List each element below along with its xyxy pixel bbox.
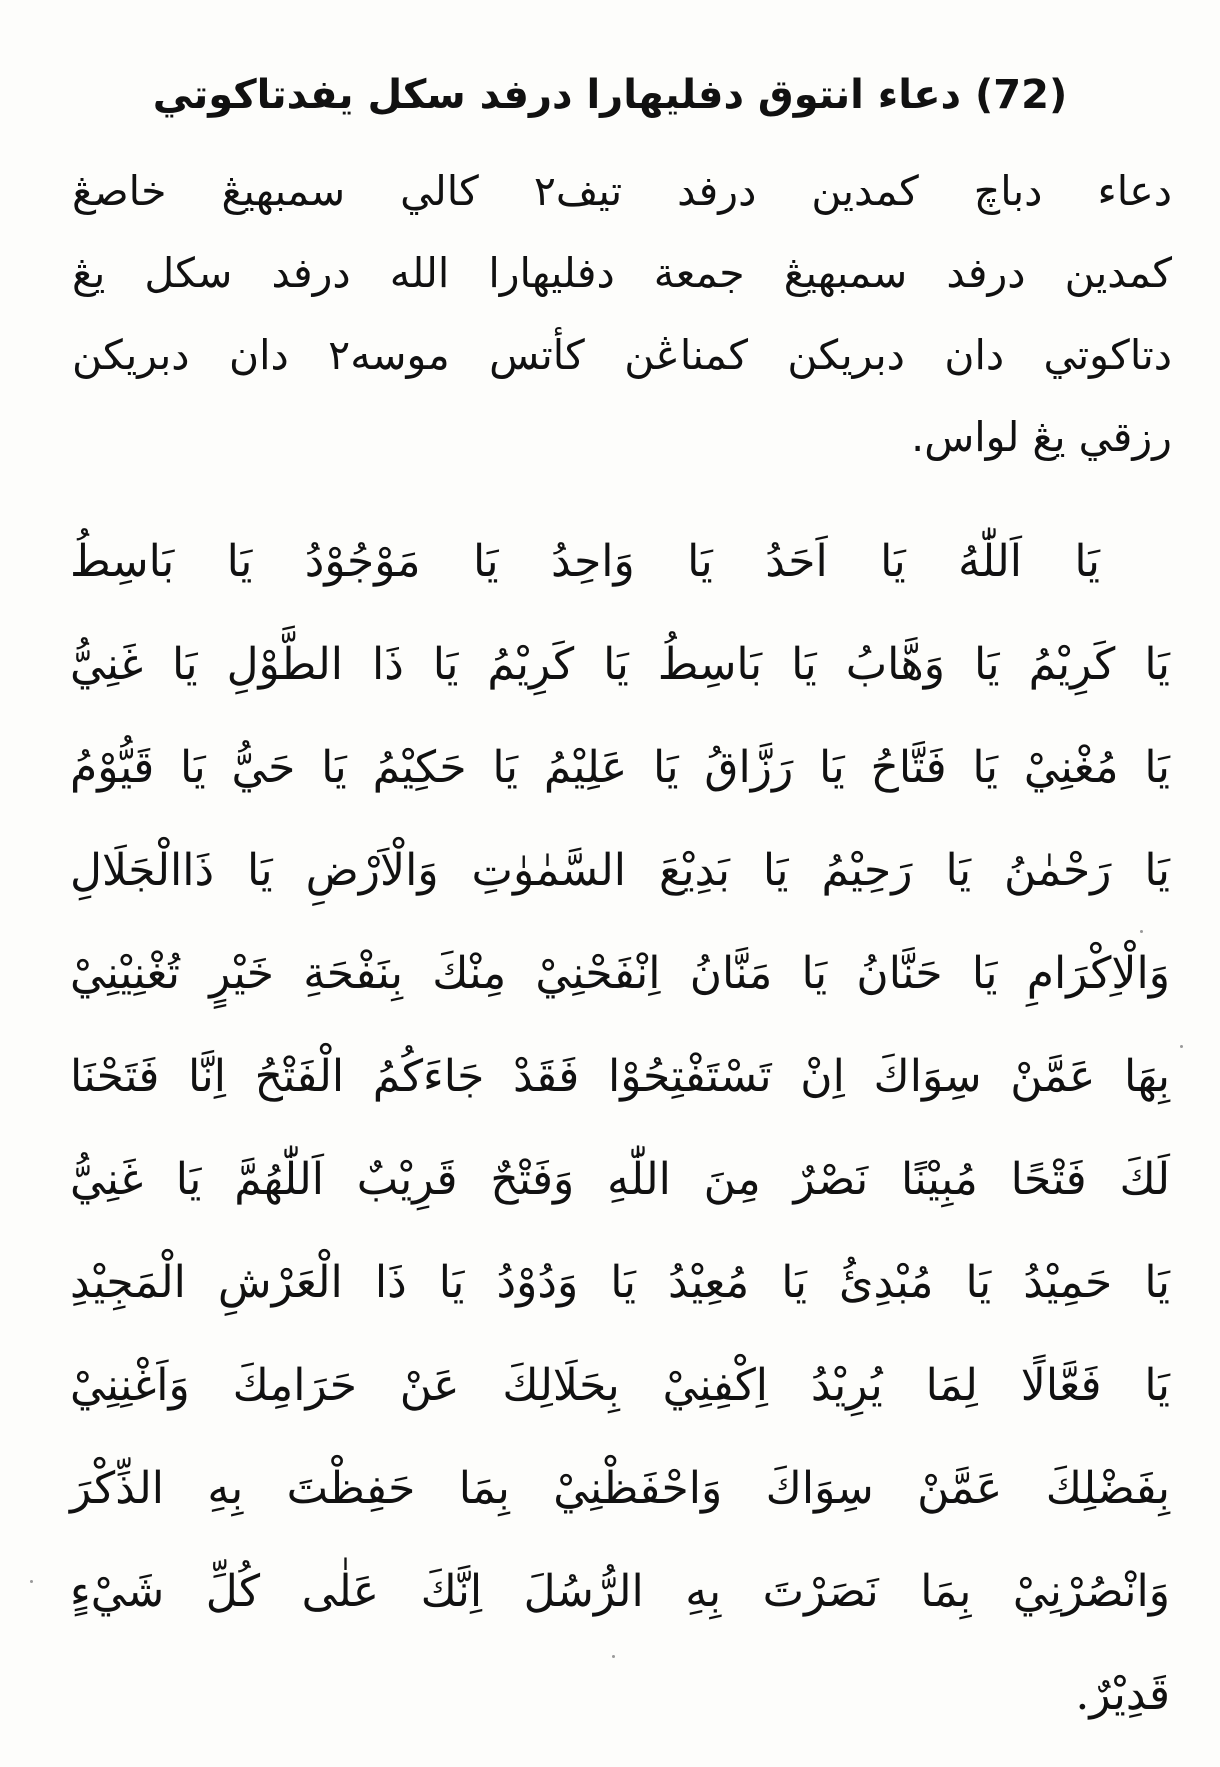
doa-line: يَا رَحْمٰنُ يَا رَحِيْمُ يَا بَدِيْعَ السَّمٰوٰتِ وَالْاَرْضِ يَا ذَاالْجَلَالِ (70, 845, 1170, 896)
scan-speck (30, 1580, 33, 1583)
doa-line: قَدِيْرٌ. (1075, 1669, 1170, 1720)
doa-line: بِهَا عَمَّنْ سِوَاكَ اِنْ تَسْتَفْتِحُوْا فَقَدْ جَاءَكُمُ الْفَتْحُ اِنَّا فَتَحْنَا (70, 1051, 1170, 1102)
doa-line: يَا اَللّٰهُ يَا اَحَدُ يَا وَاحِدُ يَا مَوْجُوْدُ يَا بَاسِطُ (70, 536, 1100, 587)
intro-line: دعاء دباچ كمدين درفد تيف٢ كالي سمبهيڠ خاصڠ (72, 167, 1172, 215)
intro-line: دتاكوتي دان دبريكن كمناڠن كأتس موسه٢ دان دبريكن (72, 331, 1172, 379)
page-title: (72) دعاء انتوق دفليهارا درفد سكل يفدتاكوتي (152, 71, 1068, 118)
doa-line: بِفَضْلِكَ عَمَّنْ سِوَاكَ وَاحْفَظْنِيْ بِمَا حَفِظْتَ بِهِ الذِّكْرَ (70, 1463, 1170, 1514)
doa-line: يَا فَعَّالًا لِمَا يُرِيْدُ اِكْفِنِيْ بِحَلَالِكَ عَنْ حَرَامِكَ وَاَغْنِنِيْ (70, 1360, 1170, 1411)
intro-paragraph (72, 150, 1172, 478)
intro-line: كمدين درفد سمبهيڠ جمعة دفليهارا الله درفد سكل يڠ (72, 249, 1172, 297)
doa-line: وَالْاِكْرَامِ يَا حَنَّانُ يَا مَنَّانُ اِنْفَحْنِيْ مِنْكَ بِنَفْحَةِ خَيْرٍ تُغْنِيْنِيْ (70, 948, 1170, 999)
doa-line: يَا مُغْنِيْ يَا فَتَّاحُ يَا رَزَّاقُ يَا عَلِيْمُ يَا حَكِيْمُ يَا حَيُّ يَا قَيُّوْمُ (70, 742, 1170, 793)
doa-line: وَانْصُرْنِيْ بِمَا نَصَرْتَ بِهِ الرُّسُلَ اِنَّكَ عَلٰى كُلِّ شَيْءٍ (70, 1566, 1170, 1617)
scan-speck (1140, 930, 1143, 933)
scan-speck (1180, 1045, 1183, 1048)
scan-speck (612, 1655, 615, 1658)
doa-line: يَا كَرِيْمُ يَا وَهَّابُ يَا بَاسِطُ يَا كَرِيْمُ يَا ذَا الطَّوْلِ يَا غَنِيُّ (70, 639, 1170, 690)
doa-line: يَا حَمِيْدُ يَا مُبْدِئُ يَا مُعِيْدُ يَا وَدُوْدُ يَا ذَا الْعَرْشِ الْمَجِيْدِ (70, 1257, 1170, 1308)
doa-line: لَكَ فَتْحًا مُبِيْنًا نَصْرٌ مِنَ اللّٰهِ وَفَتْحٌ قَرِيْبٌ اَللّٰهُمَّ يَا غَنِيُّ (70, 1154, 1170, 1205)
intro-line: رزقي يڠ لواس. (911, 413, 1172, 461)
doa-text (70, 510, 1170, 1746)
